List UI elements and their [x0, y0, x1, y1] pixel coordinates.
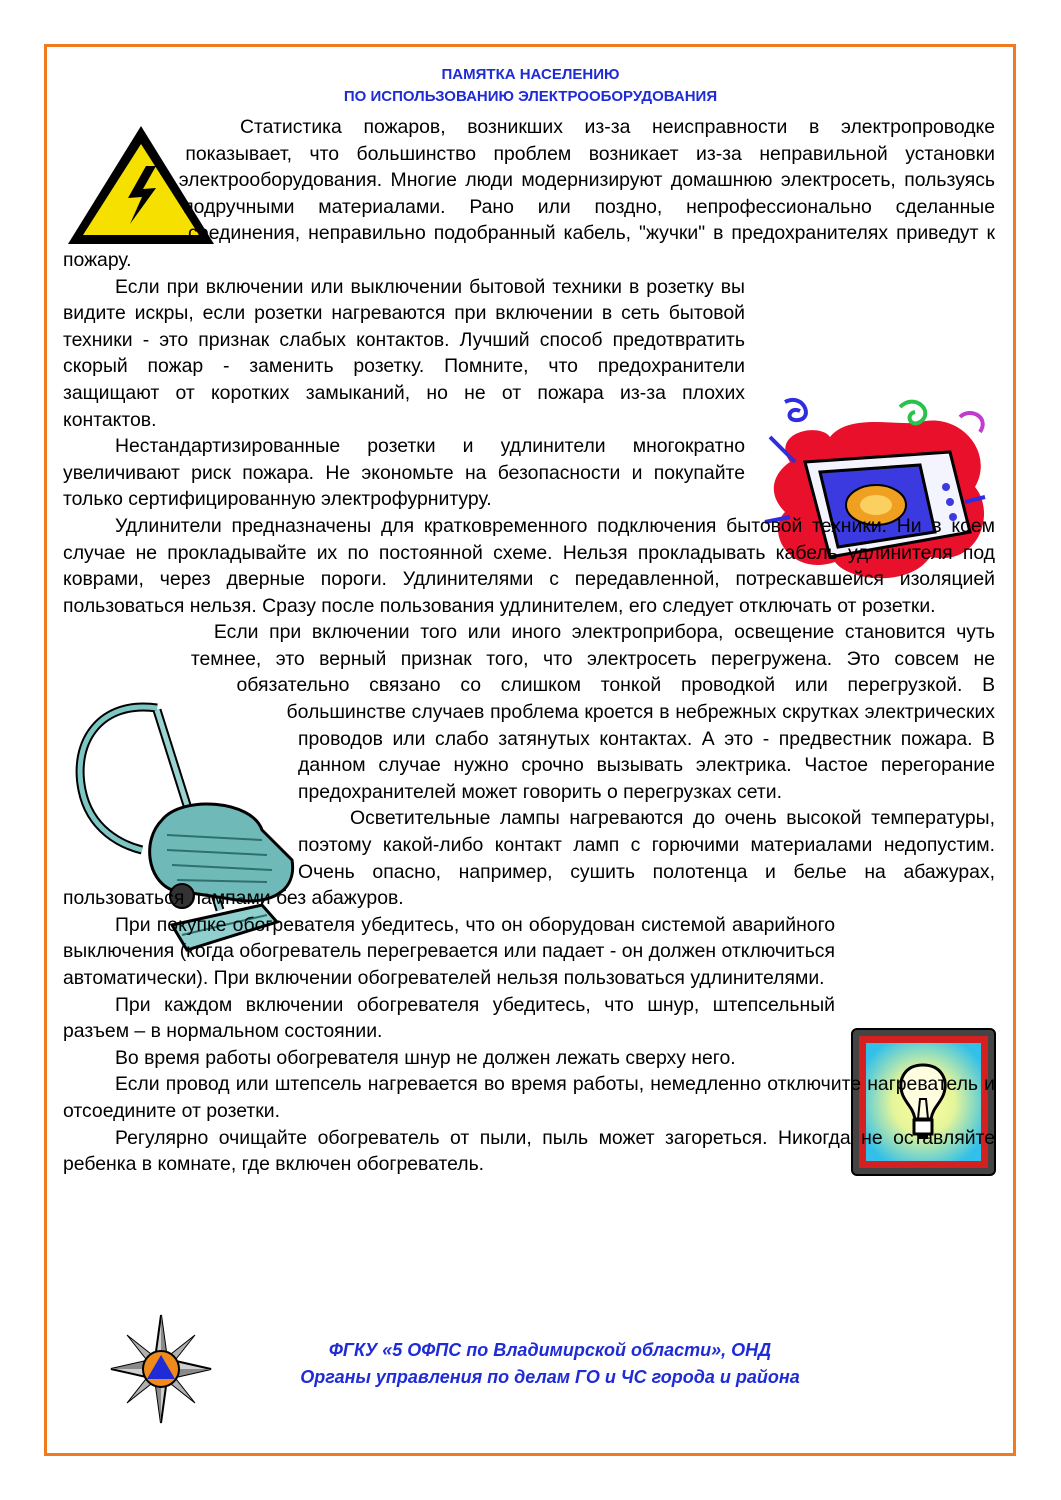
- paragraph-11: Регулярно очищайте обогреватель от пыли, пыль может загореться. Никогда не оставляйте ребенка в комнате, где включен обогреватель.: [63, 1126, 995, 1176]
- footer-line-1: ФГКУ «5 ОФПС по Владимирской области», ОНД: [328, 1340, 772, 1360]
- paragraph-1: Статистика пожаров, возникших из-за неисправности в электропроводке показывает, что большинство проблем возникает из-за неправильной установки электрооборудования. Многие люди модернизируют домашнюю электросеть, пользуясь подручными материалами. Рано или поздно, непрофессионально сделанные соединения, неправильно подобранный кабель, "жучки" в предохранителях приведут к пожару.: [63, 116, 995, 271]
- paragraph-6: Осветительные лампы нагреваются до очень высокой температуры, поэтому какой-либо контакт ламп с горючими материалами недопустим. Очень опасно, например, сушить полотенца и белье на абажурах, пользоваться лампами без абажуров.: [63, 807, 995, 910]
- paragraph-10: Если провод или штепсель нагревается во время работы, немедленно отключите нагреватель и отсоедините от розетки.: [63, 1073, 995, 1122]
- paragraph-2: Если при включении или выключении бытовой техники в розетку вы видите искры, если розетки нагреваются при включении в сеть бытовой техники - это признак слабых контактов. Лучший способ предотвратить скорый пожар - заменить розетку. Помните, что предохранители защищают от коротких замыканий, но не от пожара из-за плохих контактов.: [63, 275, 745, 431]
- float-bulb: [835, 918, 995, 1070]
- paragraph-3: Нестандартизированные розетки и удлинители многократно увеличивают риск пожара. Не экономьте на безопасности и покупайте только сертифицированную электрофурнитуру.: [63, 435, 745, 511]
- footer-line-2: Органы управления по делам ГО и ЧС города и района: [300, 1367, 800, 1387]
- paragraph-8: При каждом включении обогревателя убедитесь, что шнур, штепсельный разъем – в нормальном состоянии.: [63, 993, 835, 1043]
- float-warning: [63, 114, 188, 246]
- paragraph-4: Удлинители предназначены для кратковременного подключения бытовой техники. Ни в коем случае не прокладывайте их по постоянной схеме. Нельзя прокладывать кабель удлинителя под коврами, через дверные пороги. Удлинителями с передавленной, потрескавшейся изоляцией пользоваться нельзя. Сразу после пользования удлинителем, его следует отключать от розетки.: [63, 514, 995, 617]
- paragraph-5: Если при включении того или иного электроприбора, освещение становится чуть темнее, это верный признак того, что электросеть перегружена. Это совсем не обязательно связано со слишком тонкой проводкой или перегрузкой. В большинстве случаев проблема кроется в небрежных скрутках электрических проводов или слабо затянутых контактах. А это - предвестник пожара. В данном случае нужно срочно вызывать электрика. Частое перегорание предохранителей может говорить о перегрузках сети.: [190, 621, 995, 803]
- float-microwave: [745, 280, 995, 470]
- emercom-star-emblem: [107, 1313, 215, 1425]
- title-line-2: ПО ИСПОЛЬЗОВАНИЮ ЭЛЕКТРООБОРУДОВАНИЯ: [343, 88, 718, 105]
- paragraph-9: Во время работы обогревателя шнур не должен лежать сверху него.: [115, 1046, 736, 1069]
- body-text: [63, 114, 995, 1178]
- title-line-1: ПАМЯТКА НАСЕЛЕНИЮ: [441, 66, 620, 83]
- paragraph-7: При покупке обогревателя убедитесь, что он оборудован системой аварийного выключения (когда обогреватель перегревается или падает - он должен отключиться автоматически). При включении обогревателей нельзя пользоваться удлинителями.: [63, 913, 835, 989]
